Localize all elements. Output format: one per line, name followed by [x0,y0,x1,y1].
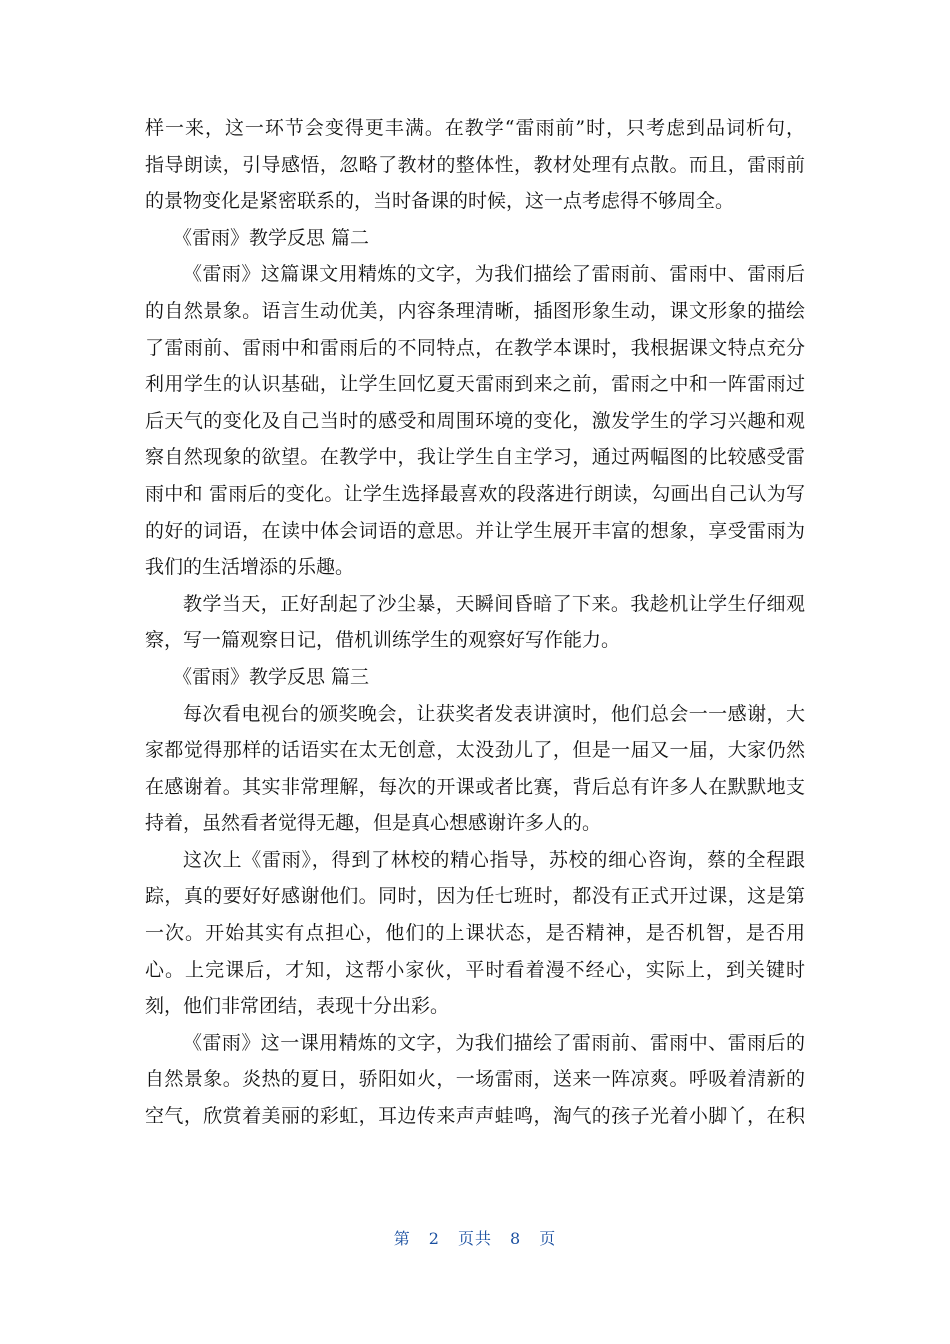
section-heading-3: 《雷雨》教学反思 篇三 [173,665,370,688]
document-page [145,110,805,1135]
text-line: 样一来，这一环节会变得更丰满。在教学“雷雨前”时，只考虑到品词析句， [145,117,805,139]
page-footer [0,1226,950,1249]
text-line: 持着，虽然看者觉得无趣，但是真心想感谢许多人的。 [145,812,602,835]
footer-prefix: 第 [393,1229,411,1248]
text-line: 空气，欣赏着美丽的彩虹，耳边传来声声蛙鸣，淘气的孩子光着小脚丫，在积 [145,1105,805,1128]
text-line: 这次上《雷雨》，得到了林校的精心指导，苏校的细心咨询，蔡的全程跟 [183,848,805,871]
text-line: 雨中和 雷雨后的变化。让学生选择最喜欢的段落进行朗读，勾画出自己认为写 [145,482,805,505]
footer-suffix: 页 [539,1229,557,1248]
text-line: 的自然景象。语言生动优美，内容条理清晰，插图形象生动，课文形象的描绘 [145,299,805,322]
text-line: 踪，真的要好好感谢他们。同时，因为任七班时，都没有正式开过课，这是第 [145,885,805,908]
footer-middle: 页共 [457,1229,492,1248]
text-line: 家都觉得那样的话语实在太无创意，太没劲儿了，但是一届又一届，大家仍然 [145,739,805,762]
text-line: 每次看电视台的颁奖晚会，让获奖者发表讲演时，他们总会一一感谢，大 [183,702,805,725]
text-line: 在感谢着。其实非常理解，每次的开课或者比赛，背后总有许多人在默默地支 [145,775,805,798]
text-line: 利用学生的认识基础，让学生回忆夏天雷雨到来之前，雷雨之中和一阵雷雨过 [145,373,805,396]
text-line: 一次。开始其实有点担心，他们的上课状态，是否精神，是否机智，是否用 [145,922,805,945]
text-line: 的好的词语，在读中体会词语的意思。并让学生展开丰富的想象，享受雷雨为 [145,519,805,542]
text-line: 心。上完课后，才知，这帮小家伙，平时看着漫不经心，实际上，到关键时 [145,958,805,981]
text-line: 察，写一篇观察日记，借机训练学生的观察好写作能力。 [145,629,621,652]
text-line: 刻，他们非常团结，表现十分出彩。 [145,995,450,1018]
text-line: 的景物变化是紧密联系的，当时备课的时候，这一点考虑得不够周全。 [145,190,735,213]
text-line: 教学当天，正好刮起了沙尘暴，天瞬间昏暗了下来。我趁机让学生仔细观 [183,592,805,615]
text-line: 自然景象。炎热的夏日，骄阳如火，一场雷雨，送来一阵凉爽。呼吸着清新的 [145,1068,805,1091]
text-line: 《雷雨》这一课用精炼的文字，为我们描绘了雷雨前、雷雨中、雷雨后的 [183,1031,805,1054]
current-page-number: 2 [428,1229,440,1248]
text-line: 《雷雨》这篇课文用精炼的文字，为我们描绘了雷雨前、雷雨中、雷雨后 [183,263,805,286]
document-body [145,110,805,1135]
text-line: 察自然现象的欲望。在教学中，我让学生自主学习，通过两幅图的比较感受雷 [145,446,805,469]
text-line: 指导朗读，引导感悟，忽略了教材的整体性，教材处理有点散。而且，雷雨前 [145,153,805,176]
total-page-count: 8 [510,1229,522,1248]
text-line: 我们的生活增添的乐趣。 [145,556,355,579]
text-line: 后天气的变化及自己当时的感受和周围环境的变化，激发学生的学习兴趣和观 [145,409,805,432]
section-heading-2: 《雷雨》教学反思 篇二 [173,226,370,249]
text-line: 了雷雨前、雷雨中和雷雨后的不同特点，在教学本课时，我根据课文特点充分 [145,336,805,359]
